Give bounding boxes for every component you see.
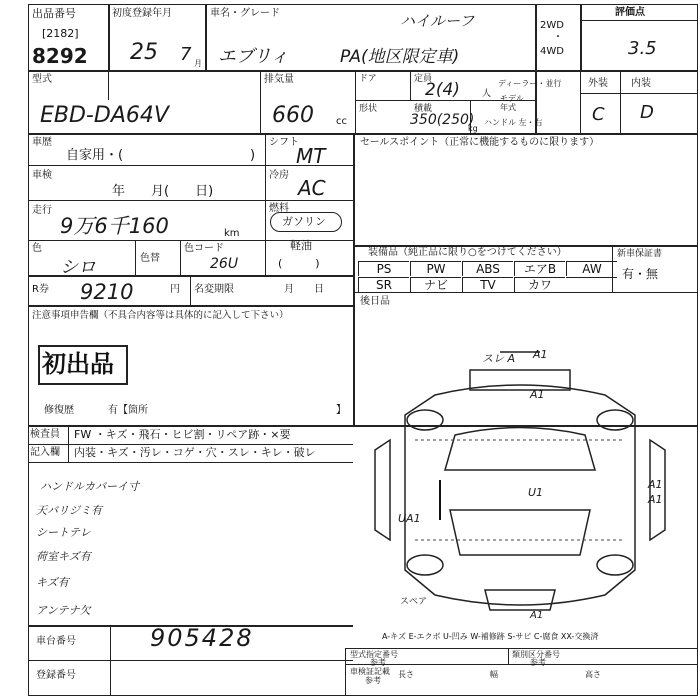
equipment-item: カワ <box>514 277 565 292</box>
mileage-label: 走行 <box>32 205 52 216</box>
sales-label: セールスポイント（正常に機能するものに限ります） <box>360 137 600 148</box>
drive-dot: ・ <box>553 32 563 43</box>
diagram-mark-3: A1 <box>530 388 545 401</box>
reg-no-label: 登録番号 <box>36 670 76 681</box>
name-change-value: 月 日 <box>284 284 324 295</box>
inspector-row-1: FW ・キズ・飛石・ヒビ割・リペア跡・×要 <box>74 428 291 441</box>
width-label: 幅 <box>490 670 498 679</box>
first-reg-year: 25 <box>130 40 158 65</box>
kg-unit: kg <box>468 124 478 133</box>
equipment-item: AW <box>566 261 617 276</box>
fuel-paren: ( ) <box>278 257 320 270</box>
model-label: 型式 <box>32 74 52 85</box>
equipment-item: ナビ <box>410 277 461 292</box>
grade: PA(地区限定車) <box>340 47 460 67</box>
vehicle-no-label: 車台番号 <box>36 636 76 647</box>
fuel-label: 燃料 <box>269 203 289 214</box>
color-change-label: 色替 <box>140 253 160 264</box>
warranty-label: 新車保証書 <box>617 249 663 259</box>
shift-label: シフト <box>269 137 299 148</box>
diagram-mark-8: スペア <box>400 597 428 607</box>
capacity-value: 2(4) <box>425 80 460 100</box>
roof-type: ハイルーフ <box>400 12 475 30</box>
cc-unit: cc <box>336 116 347 127</box>
lot-number: 8292 <box>32 44 88 68</box>
fuel-diesel: 軽油 <box>290 239 312 252</box>
ac-label: 冷房 <box>269 170 289 181</box>
diagram-mark-7: UA1 <box>398 512 421 525</box>
dimension-label: 車検証記載 <box>350 667 390 676</box>
diagram-mark-1: スレ A <box>482 352 516 365</box>
later-label: 後日品 <box>360 296 390 307</box>
handle-label: ハンドル 左・右 <box>484 118 543 127</box>
ac-value: AC <box>298 176 326 200</box>
equipment-item <box>566 277 617 278</box>
lot-sub: [2182] <box>42 27 79 40</box>
repair-label: 修復歴 <box>44 405 74 416</box>
diagram-mark-6: A1 <box>648 493 663 506</box>
height-label: 高さ <box>585 670 601 679</box>
history-label: 車歴 <box>32 137 52 148</box>
ext-label: 外装 <box>588 78 608 89</box>
recycle-value: 9210 <box>80 280 134 304</box>
score-value: 3.5 <box>628 38 657 59</box>
recycle-label: R券 <box>32 284 49 295</box>
int-label: 内装 <box>631 78 651 89</box>
displacement-value: 660 <box>272 103 314 128</box>
equipment-item: ABS <box>462 261 513 276</box>
diagram-mark-5: A1 <box>648 478 663 491</box>
color-code: 26U <box>210 256 239 272</box>
inspector-note-6: アンテナ欠 <box>36 604 91 617</box>
shift-value: MT <box>296 144 326 168</box>
notes-label: 注意事項申告欄（不具合内容等は具体的に記入して下さい） <box>32 310 289 321</box>
color-code-label: 色コード <box>184 243 224 254</box>
equipment-item: PS <box>358 261 409 276</box>
equipment-item: PW <box>410 261 461 276</box>
drive-4wd: 4WD <box>540 46 564 57</box>
score-label: 評価点 <box>615 7 645 18</box>
diagram-mark-2: A1 <box>533 348 548 361</box>
type-spec-ref: 参考 <box>370 658 386 667</box>
history-close: ) <box>250 148 256 163</box>
first-reg-label: 初度登録年月 <box>112 8 172 19</box>
capacity-unit: 人 <box>482 89 492 99</box>
inspector-note-4: 荷室キズ有 <box>36 550 91 563</box>
inspection-value: 年 月( 日) <box>112 184 214 199</box>
displacement-label: 排気量 <box>264 74 294 85</box>
load-value: 350(250) <box>410 112 475 128</box>
color-label: 色 <box>32 243 42 254</box>
inspector-label-2: 記入欄 <box>30 447 60 458</box>
dimension-ref: 参考 <box>365 676 381 685</box>
type-spec-label: 型式指定番号 <box>350 650 398 659</box>
month-unit: 月 <box>194 59 202 68</box>
equipment-item: SR <box>358 277 409 292</box>
model-year-label: モデル年式 <box>500 94 524 112</box>
inspector-note-5: キズ有 <box>36 576 69 589</box>
load-label: 積載 <box>414 104 433 114</box>
color-value: シロ <box>60 257 96 278</box>
lot-label: 出品番号 <box>32 7 76 20</box>
capacity-label: 定員 <box>414 74 433 84</box>
name-change-label: 名変期限 <box>194 284 234 295</box>
fuel-gas: ガソリン <box>282 215 326 228</box>
diagram-mark-4: U1 <box>528 486 544 499</box>
equipment-item: エアB <box>514 261 565 276</box>
dealer-label: ディーラー・並行 <box>498 79 562 88</box>
yen-unit: 円 <box>170 284 180 295</box>
mileage-value: 9万6千160 <box>60 214 169 238</box>
first-reg-month: 7 <box>180 44 192 65</box>
history-value: 自家用・( <box>66 148 124 163</box>
int-grade: D <box>640 102 654 123</box>
repair-close: 】 <box>336 405 346 416</box>
name-grade-label: 車名・グレード <box>210 8 280 19</box>
inspector-row-2: 内装・キズ・汚レ・コゲ・穴・スレ・キレ・破レ <box>74 446 316 459</box>
km-unit: km <box>224 228 240 239</box>
drive-2wd: 2WD <box>540 20 564 31</box>
inspector-label: 検査員 <box>30 429 60 440</box>
equipment-label: 装備品（純正品に限り○をつけてください） <box>368 247 567 258</box>
equipment-item: TV <box>462 277 513 292</box>
shape-label: 形状 <box>359 104 378 114</box>
inspector-note-3: シートテレ <box>36 526 91 539</box>
length-label: 長さ <box>398 670 414 679</box>
inspector-note-2: 天バリジミ有 <box>36 504 102 517</box>
model-code: EBD-DA64V <box>40 103 169 128</box>
first-listing: 初出品 <box>42 350 114 378</box>
car-name: エブリィ <box>218 46 289 67</box>
warranty-value: 有・無 <box>622 267 659 281</box>
diagram-mark-9: A1 <box>530 610 544 621</box>
repair-value: 有【箇所 <box>108 405 148 416</box>
vehicle-no: 905428 <box>150 624 254 652</box>
inspection-label: 車検 <box>32 170 52 181</box>
class-ref: 参考 <box>530 658 546 667</box>
door-label: ドア <box>359 74 377 84</box>
class-label: 類別区分番号 <box>512 650 560 659</box>
diagram-legend: A-キズ E-エクボ U-凹み W-補修跡 S-サビ C-腐食 XX-交換済 <box>382 632 599 641</box>
inspector-note-1: ハンドルカバーイ寸 <box>40 480 139 493</box>
car-damage-diagram <box>355 340 695 630</box>
ext-grade: C <box>592 104 605 125</box>
